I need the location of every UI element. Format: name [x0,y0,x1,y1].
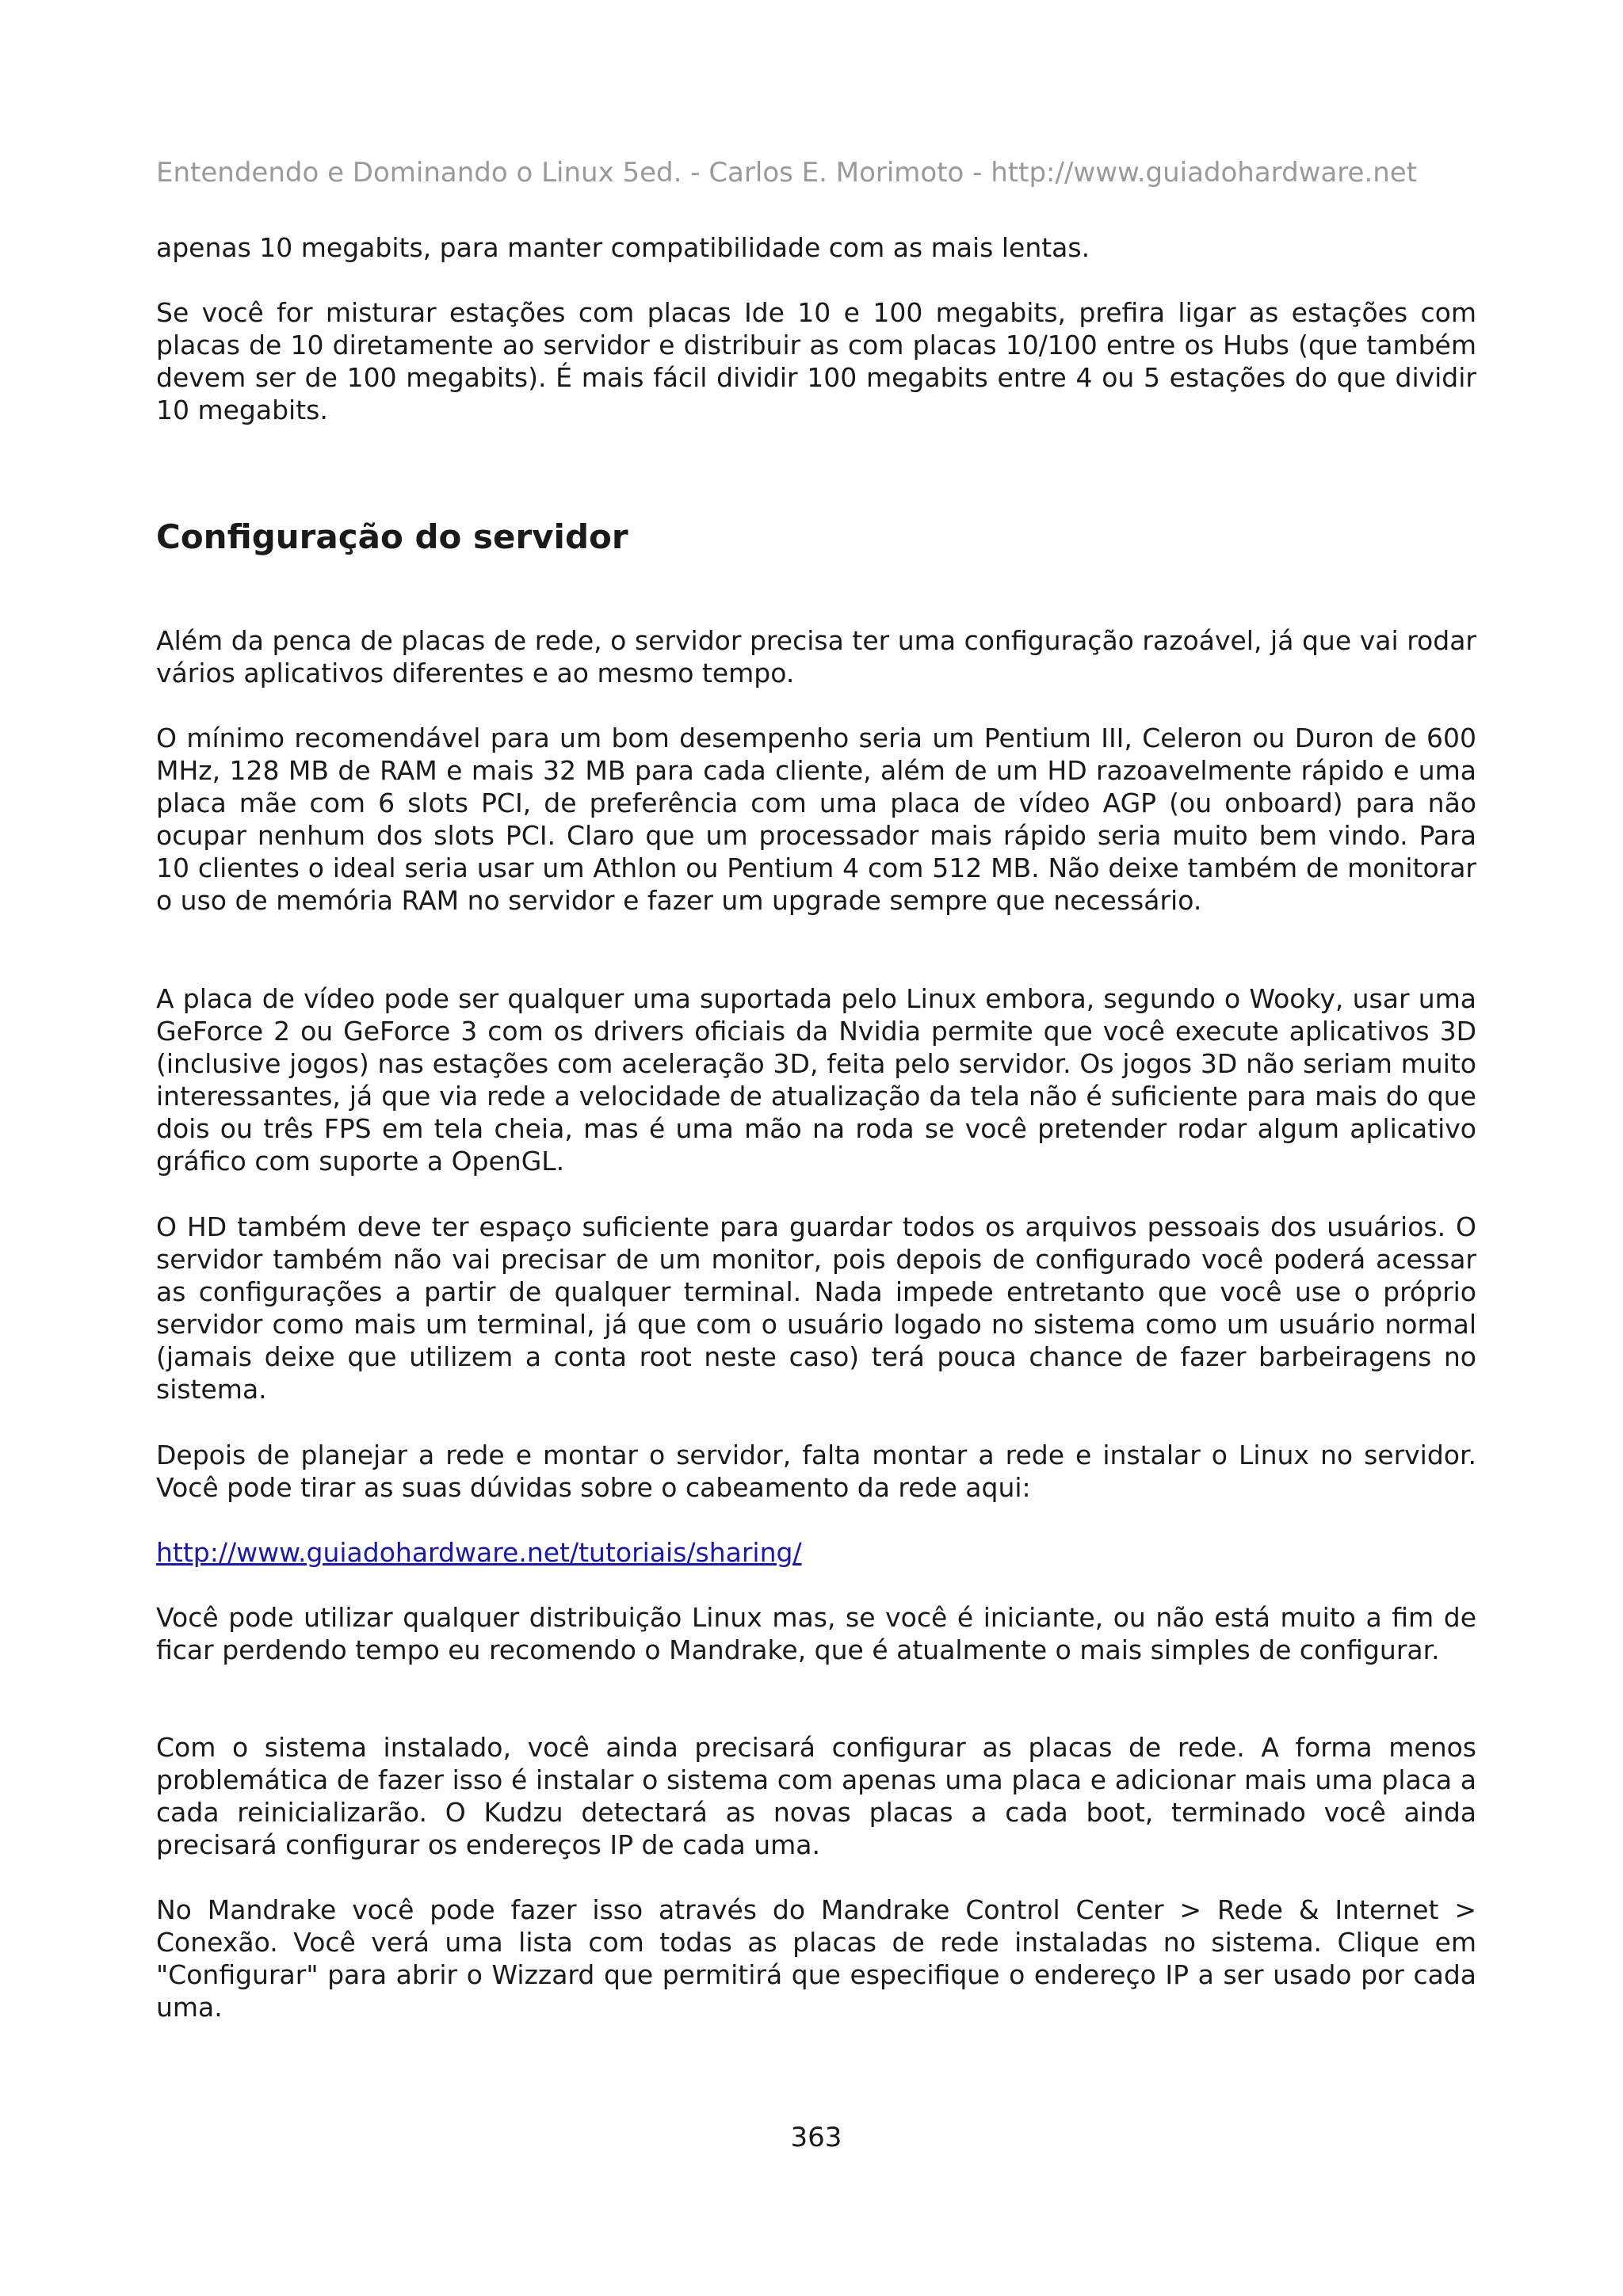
page-number: 363 [790,2122,842,2153]
running-header: Entendendo e Dominando o Linux 5ed. - Carlos E. Morimoto - http://www.guiadohardware.net [156,157,1418,189]
paragraph: Você pode utilizar qualquer distribuição Linux mas, se você é iniciante, ou não está muito a fim de ficar perdendo tempo eu recomendo o Mandrake, que é atualmente o mais simples de configurar. [156,1602,1476,1665]
paragraph: Depois de planejar a rede e montar o servidor, falta montar a rede e instalar o Linux no servidor. Você pode tirar as suas dúvidas sobre o cabeamento da rede aqui: [156,1440,1476,1503]
tutorial-link[interactable]: http://www.guiadohardware.net/tutoriais/sharing/ [156,1537,802,1568]
paragraph: O mínimo recomendável para um bom desempenho seria um Pentium III, Celeron ou Duron de 600 MHz, 128 MB de RAM e mais 32 MB para cada cliente, além de um HD razoavelmente rápido e uma placa mãe com 6 slots PCI, de preferência com uma placa de vídeo AGP (ou onboard) para não ocupar nenhum dos slots PCI. Claro que um processador mais rápido seria muito bem vindo. Para 10 clientes o ideal seria usar um Athlon ou Pentium 4 com 512 MB. Não deixe também de monitorar o uso de memória RAM no servidor e fazer um upgrade sempre que necessário. [156,723,1476,916]
paragraph: Com o sistema instalado, você ainda precisará configurar as placas de rede. A forma menos problemática de fazer isso é instalar o sistema com apenas uma placa e adicionar mais uma placa a cada reinicializarão. O Kudzu detectará as novas placas a cada boot, terminado você ainda precisará configurar os endereços IP de cada uma. [156,1732,1476,1860]
paragraph: Além da penca de placas de rede, o servidor precisa ter uma configuração razoável, já que vai rodar vários aplicativos diferentes e ao mesmo tempo. [156,625,1476,688]
paragraph: No Mandrake você pode fazer isso através do Mandrake Control Center > Rede & Internet > Conexão. Você verá uma lista com todas as placas de rede instaladas no sistema. Clique em "Configurar" para abrir o Wizzard que permitirá que especifique o endereço IP a ser usado por cada uma. [156,1894,1476,2023]
paragraph: Se você for misturar estações com placas Ide 10 e 100 megabits, prefira ligar as estações com placas de 10 diretamente ao servidor e distribuir as com placas 10/100 entre os Hubs (que também devem ser de 100 megabits). É mais fácil dividir 100 megabits entre 4 ou 5 estações do que dividir 10 megabits. [156,297,1476,425]
document-page [156,0,1476,2296]
section-heading: Configuração do servidor [156,517,628,556]
paragraph: A placa de vídeo pode ser qualquer uma suportada pelo Linux embora, segundo o Wooky, usar uma GeForce 2 ou GeForce 3 com os drivers oficiais da Nvidia permite que você execute aplicativos 3D (inclusive jogos) nas estações com aceleração 3D, feita pelo servidor. Os jogos 3D não seriam muito interessantes, já que via rede a velocidade de atualização da tela não é suficiente para mais do que dois ou três FPS em tela cheia, mas é uma mão na roda se você pretender rodar algum aplicativo gráfico com suporte a OpenGL. [156,983,1476,1177]
paragraph: apenas 10 megabits, para manter compatibilidade com as mais lentas. [156,232,1090,263]
paragraph: O HD também deve ter espaço suficiente para guardar todos os arquivos pessoais dos usuários. O servidor também não vai precisar de um monitor, pois depois de configurado você poderá acessar as configurações a partir de qualquer terminal. Nada impede entretanto que você use o próprio servidor como mais um terminal, já que com o usuário logado no sistema como um usuário normal (jamais deixe que utilizem a conta root neste caso) terá pouca chance de fazer barbeiragens no sistema. [156,1211,1476,1405]
